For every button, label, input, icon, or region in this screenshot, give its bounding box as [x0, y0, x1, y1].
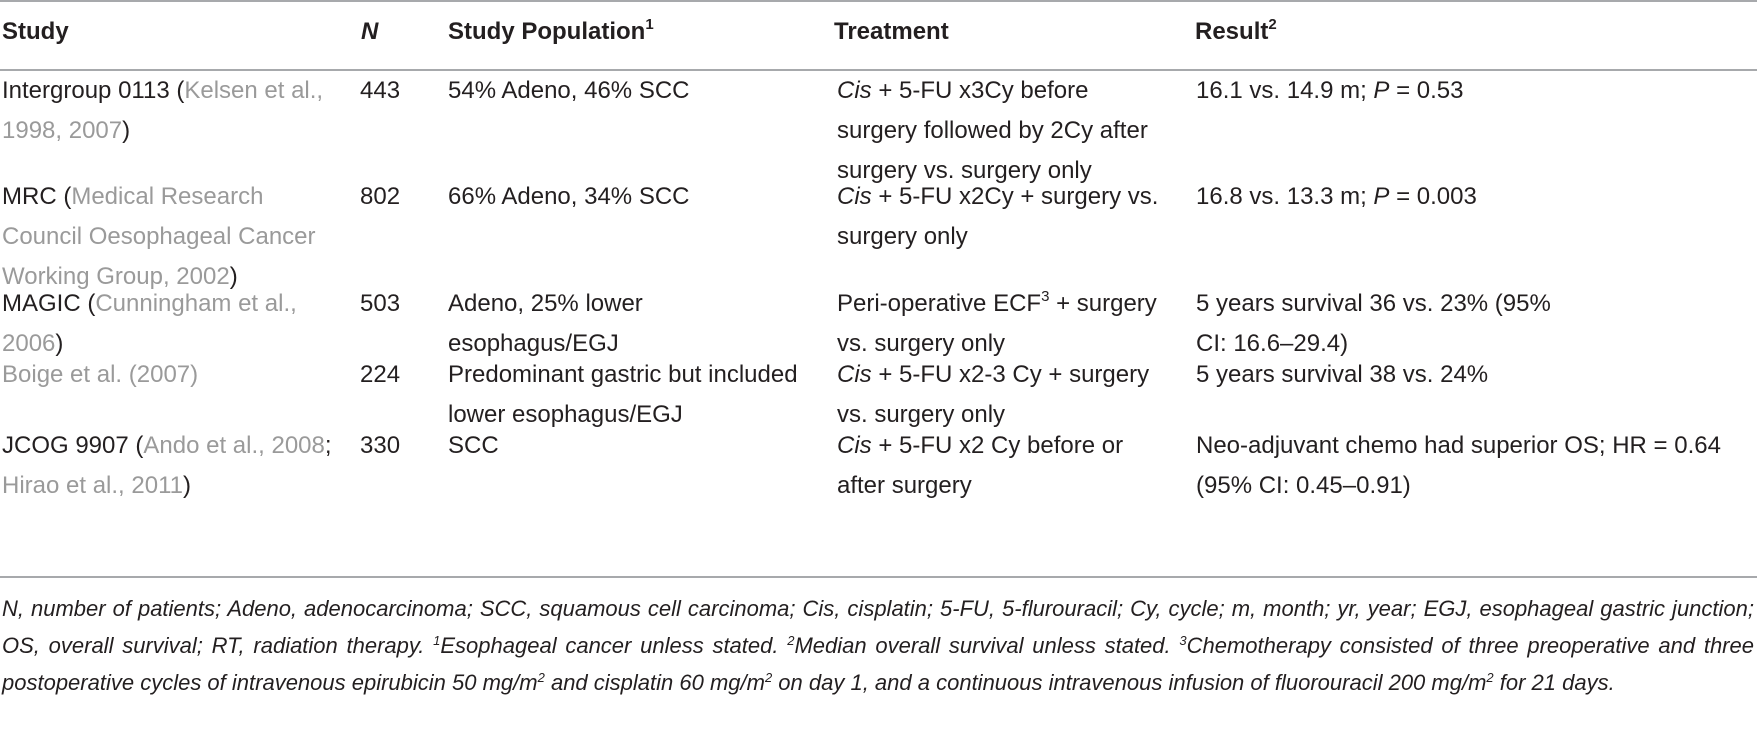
population-value: 54% Adeno, 46% SCC [448, 77, 690, 104]
table-footnote [2, 590, 1754, 701]
table-row-4-treatment [837, 355, 1167, 435]
table-bottom-rule [0, 576, 1757, 578]
table-row-4-study [2, 355, 337, 395]
table-row-3-result [1196, 284, 1556, 364]
column-header-study-label: Study [2, 18, 69, 45]
closing-paren: ) [55, 330, 64, 357]
column-header-n [361, 16, 378, 48]
column-header-population-label: Study Population [448, 18, 646, 45]
footnote-number: 1 [433, 633, 441, 648]
p-value: = 0.53 [1389, 77, 1464, 104]
drug-name: Cis [837, 432, 872, 459]
footnote-number: 3 [1179, 633, 1187, 648]
footnote-text: on day 1, and a continuous intravenous infusion of fluorouracil 200 mg/m [772, 670, 1487, 695]
study-name: JCOG 9907 ( [2, 432, 144, 459]
result-text: 5 years survival 36 vs. 23% (95% CI: 16.6–29.4) [1196, 290, 1551, 357]
study-name: MAGIC ( [2, 290, 96, 317]
treatment-text: + 5-FU x2-3 Cy + surgery vs. surgery only [837, 361, 1150, 428]
table-row-3-study [2, 284, 337, 364]
table-row-4-population [448, 355, 808, 435]
treatment-text: Peri-operative ECF [837, 290, 1042, 317]
table-row-4-result [1196, 355, 1752, 395]
column-header-result [1195, 16, 1277, 48]
drug-name: Cis [837, 77, 872, 104]
reference-link[interactable]: Cunningham et al., 2006 [2, 290, 297, 357]
table-row-5-treatment [837, 426, 1157, 506]
n-value: 224 [360, 361, 401, 388]
column-header-treatment-label: Treatment [834, 18, 949, 45]
reference-link[interactable]: Medical Research Council Oesophageal Cancer Working Group, 2002 [2, 183, 316, 290]
treatment-text-cont: + surgery vs. surgery only [837, 290, 1157, 357]
footnote-text: Chemotherapy consisted of three preoperative and three postoperative cycles of intravenous epirubicin 50 mg/m [2, 633, 1754, 695]
closing-paren: ) [229, 263, 238, 290]
separator: ; [324, 432, 332, 459]
result-text: 5 years survival 38 vs. 24% [1196, 361, 1489, 388]
result-text: 16.8 vs. 13.3 m; [1196, 183, 1374, 210]
reference-link[interactable]: Kelsen et al., 1998, 2007 [2, 77, 324, 144]
unit-superscript: 2 [764, 670, 773, 685]
population-value: 66% Adeno, 34% SCC [448, 183, 690, 210]
table-row-5-population [448, 426, 808, 466]
p-label: P [1373, 183, 1390, 210]
n-value: 443 [360, 77, 401, 104]
table-row-3-n [360, 284, 400, 324]
table-top-rule [0, 0, 1757, 2]
study-name: Intergroup 0113 ( [2, 77, 185, 104]
n-value: 330 [360, 432, 401, 459]
result-text: Neo-adjuvant chemo had superior OS; HR = 0.64 (95% CI: 0.45–0.91) [1196, 432, 1721, 499]
drug-name: Cis [837, 183, 872, 210]
table-row-2-treatment [837, 177, 1167, 257]
footnote-marker-2: 2 [1268, 16, 1277, 33]
treatment-text: + 5-FU x2 Cy before or after surgery [837, 432, 1124, 499]
footnote-text: Median overall survival unless stated. [794, 633, 1171, 658]
footnote-text: for 21 days. [1493, 670, 1615, 695]
footnote-text: and cisplatin 60 mg/m [544, 670, 765, 695]
table-row-1-treatment [837, 71, 1167, 191]
p-label: P [1373, 77, 1390, 104]
n-value: 503 [360, 290, 401, 317]
table-row-1-result [1196, 71, 1752, 111]
table-row-1-n [360, 71, 400, 111]
footnote-marker-3: 3 [1041, 288, 1050, 305]
footnote-text: Esophageal cancer unless stated. [440, 633, 779, 658]
unit-superscript: 2 [1486, 670, 1494, 685]
treatment-text: + 5-FU x3Cy before surgery followed by 2Cy after surgery vs. surgery only [837, 77, 1148, 184]
table-row-5-n [360, 426, 400, 466]
population-value: Predominant gastric but included lower esophagus/EGJ [448, 361, 798, 428]
treatment-text: + 5-FU x2Cy + surgery vs. surgery only [837, 183, 1159, 250]
table-row-3-treatment [837, 284, 1167, 364]
table-row-2-study [2, 177, 337, 297]
p-value: = 0.003 [1389, 183, 1477, 210]
study-name: MRC ( [2, 183, 72, 210]
closing-paren: ) [122, 117, 131, 144]
population-value: Adeno, 25% lower esophagus/EGJ [448, 290, 643, 357]
table-row-5-study [2, 426, 337, 506]
table-row-1-study [2, 71, 337, 151]
footnote-abbreviations: N, number of patients; Adeno, adenocarcinoma; SCC, squamous cell carcinoma; Cis, cisplatin; 5-FU, 5-flurouracil; Cy, cycle; m, month; yr, year; EGJ, esophageal gastric junction; OS, overall survival; RT, radiation therapy. [2, 596, 1754, 658]
table-row-4-n [360, 355, 400, 395]
reference-link[interactable]: Boige et al. (2007) [2, 361, 199, 388]
unit-superscript: 2 [537, 670, 545, 685]
reference-link[interactable]: Ando et al., 2008 [143, 432, 325, 459]
column-header-study [2, 16, 69, 48]
n-value: 802 [360, 183, 401, 210]
closing-paren: ) [183, 472, 191, 499]
result-text: 16.1 vs. 14.9 m; [1196, 77, 1374, 104]
table-row-5-result [1196, 426, 1754, 506]
table-row-3-population [448, 284, 698, 364]
population-value: SCC [448, 432, 499, 459]
table-row-2-result [1196, 177, 1752, 217]
table-row-1-population [448, 71, 808, 111]
column-header-population [448, 16, 654, 48]
column-header-treatment [834, 16, 949, 48]
column-header-result-label: Result [1195, 18, 1269, 45]
reference-link[interactable]: Hirao et al., 2011 [2, 472, 183, 499]
column-header-n-label: N [361, 18, 379, 45]
footnote-marker-1: 1 [645, 16, 654, 33]
table-row-2-population [448, 177, 808, 217]
drug-name: Cis [837, 361, 872, 388]
table-row-2-n [360, 177, 400, 217]
footnote-number: 2 [787, 633, 795, 648]
